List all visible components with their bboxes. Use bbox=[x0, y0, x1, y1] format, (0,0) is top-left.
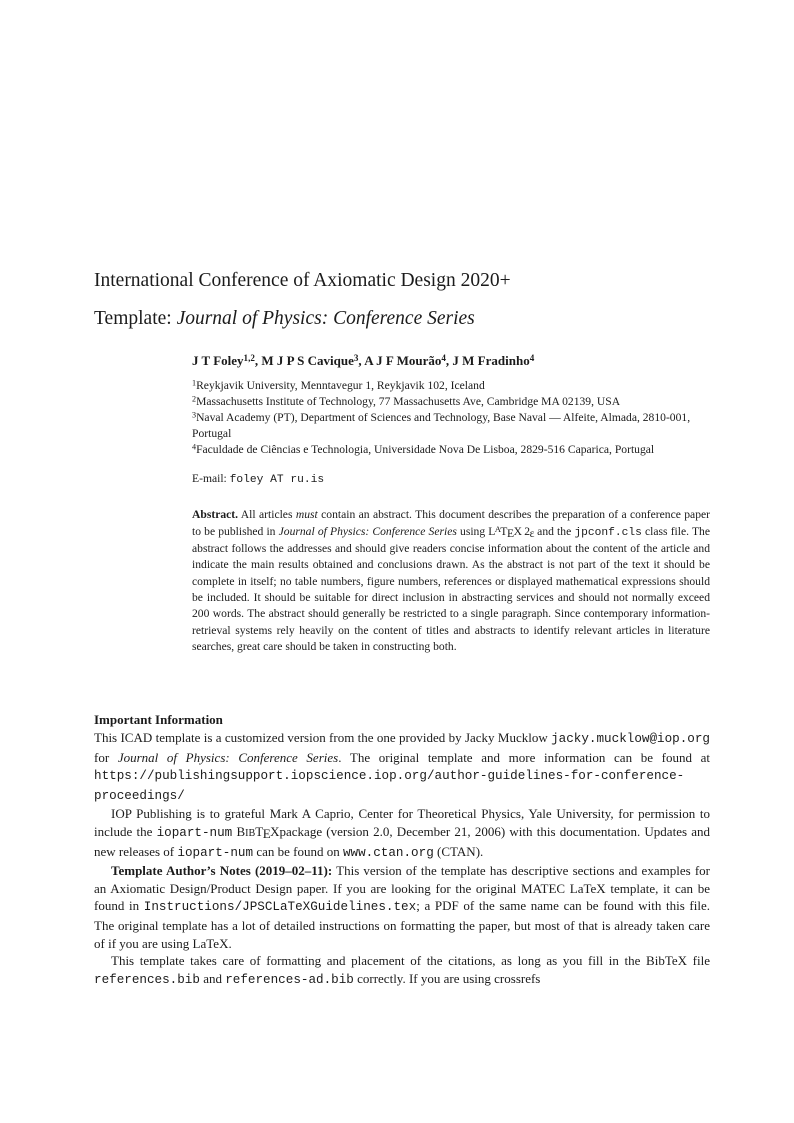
author-line: J T Foley$^{1,2}$, M J P S Cavique$^3$, A J F Mourão$^4$, J M Fradinho$^4$ bbox=[192, 352, 535, 368]
paper-title-line1: International Conference of Axiomatic Design 2020+ bbox=[94, 270, 511, 291]
abstract-paragraph: Abstract. All articles must contain an abstract. This document describes the preparation of a conference paper to be published in Journal of Physics: Conference Series using $L^ATEX$ 2ε and the jpconf.cls class file. The abstract follows the addresses and should give readers concise information about the content of the article and indicate the main results obtained and conclusions drawn. As the abstract is not part of the text it should be complete in itself; no table numbers, figure numbers, references or displayed mathematical expressions should be included. It should be suitable for direct inclusion in abstracting services and should not normally exceed 200 words. The abstract should generally be restricted to a single paragraph. Since contemporary information-retrieval systems rely heavily on the content of titles and abstracts to identify relevant articles in literature searches, great care should be taken in constructing both. bbox=[192, 508, 711, 653]
paper-title bbox=[94, 262, 710, 338]
affiliation-2: $^2$Massachusetts Institute of Technology, 77 Massachusetts Ave, Cambridge MA 02139, USA bbox=[192, 394, 621, 408]
affiliation-4: $^4$Faculdade de Ciências e Technologia, Universidade Nova De Lisboa, 2829-516 Caparica, Portugal bbox=[192, 441, 655, 456]
affiliation-3: $^3$Naval Academy (PT), Department of Sciences and Technology, Base Naval — Alfeite, Almada, 2810-001, Portugal bbox=[192, 410, 691, 440]
paper-title-line2: Template: Journal of Physics: Conference Series bbox=[94, 308, 475, 329]
front-matter bbox=[192, 352, 710, 655]
section-heading-important-information: Important Information bbox=[94, 712, 223, 728]
affiliation-1: $^1$Reykjavik University, Menntavegur 1, Reykjavik 102, Iceland bbox=[192, 378, 485, 392]
paragraph-template-authors-notes: Template Author’s Notes (2019–02–11): This version of the template has descriptive sections and examples for an Axiomatic Design/Product Design paper. If you are looking for the original MATEC LaTeX template, it can be found in Instructions/JPSCLaTeXGuidelines.tex; a PDF of the same name can be found with this file. The original template has a lot of detailed instructions on formatting the paper, but most of that is already taken care of if you are using LaTeX. bbox=[94, 863, 710, 951]
paragraph-iop-acknowledgement: IOP Publishing is to grateful Mark A Caprio, Center for Theoretical Physics, Yale University, for permission to include the iopart-num BIBTEXpackage (version 2.0, December 21, 2006) with this documentation. Updates and new releases of iopart-num can be found on www.ctan.org (CTAN). bbox=[94, 806, 710, 860]
paragraph-bibtex-files: This template takes care of formatting and placement of the citations, as long as you fill in the BibTeX file references.bib and references-ad.bib correctly. If you are using crossrefs bbox=[94, 953, 710, 987]
email-line: E-mail: foley AT ru.is bbox=[192, 471, 325, 486]
affiliation-list bbox=[192, 378, 710, 458]
paragraph-icad-template-origin: This ICAD template is a customized version from the one provided by Jacky Mucklow jacky.mucklow@iop.org for Journal of Physics: Conference Series. The original template and more information can be found at https://publishingsupport.iopscience.iop.org/author-guidelines-for-conference-proceedings/ bbox=[94, 730, 710, 803]
